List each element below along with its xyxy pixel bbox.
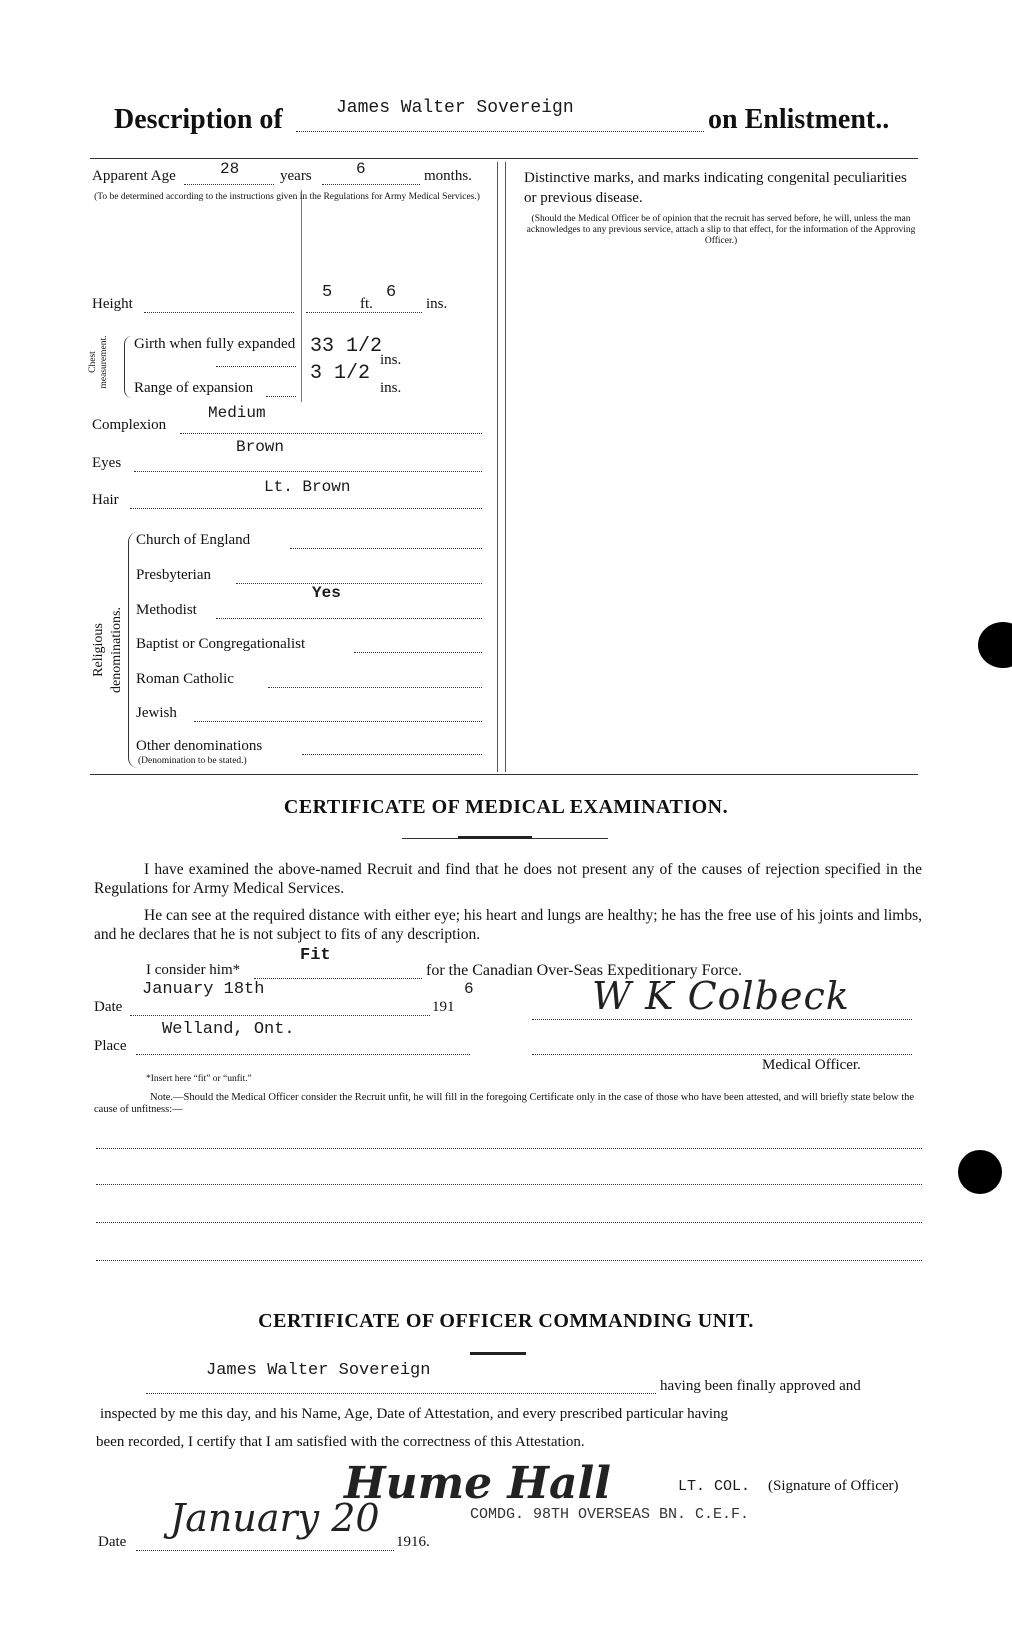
- height-value-line: [306, 312, 422, 313]
- marks-note: (Should the Medical Officer be of opinion that the recruit has served before, he will, unless the man acknowledges to any previous service, attach a slip to that effect, for the information of the Approving Officer.): [526, 214, 916, 246]
- commanding-name: James Walter Sovereign: [206, 1361, 431, 1380]
- religion-other-note: (Denomination to be stated.): [138, 756, 247, 766]
- consider-value: Fit: [300, 946, 331, 965]
- girth-line: [216, 366, 296, 367]
- header-name-line: [296, 131, 704, 132]
- height-in: 6: [386, 283, 397, 302]
- age-months-line: [322, 184, 420, 185]
- girth-ins-label: ins.: [380, 352, 402, 368]
- years-label: years: [280, 168, 312, 184]
- eyes-line: [134, 471, 482, 472]
- complexion-value: Medium: [208, 404, 266, 422]
- commanding-rank: LT. COL.: [678, 1478, 751, 1495]
- medical-officer-signature: W K Colbeck: [592, 974, 850, 1018]
- medical-title-rule-thick: [458, 836, 532, 839]
- unfit-line-2: [96, 1184, 922, 1185]
- commanding-signature-label: (Signature of Officer): [768, 1478, 899, 1494]
- medical-signature-line: [532, 1019, 912, 1020]
- commanding-line1-end: having been finally approved and: [660, 1378, 861, 1394]
- header-name: James Walter Sovereign: [336, 98, 574, 118]
- punch-hole-upper: [978, 622, 1012, 668]
- religion-jewish-line: [194, 721, 482, 722]
- girth-value: 33 1/2: [310, 335, 383, 358]
- consider-label: I consider him*: [146, 962, 241, 978]
- unfit-line-3: [96, 1222, 922, 1223]
- unfit-line-4: [96, 1260, 922, 1261]
- religion-other-label: Other denominations: [136, 738, 263, 754]
- value-column-divider: [301, 190, 302, 402]
- religion-methodist-label: Methodist: [136, 602, 197, 618]
- age-months: 6: [356, 160, 366, 178]
- height-label: Height: [92, 296, 133, 312]
- religion-roman-catholic-line: [268, 687, 482, 688]
- commanding-date-value: January 20: [170, 1496, 380, 1540]
- unfit-note: Note.—Should the Medical Officer consider the Recruit unfit, he will fill in the foregoing Certificate only in the case of those who have been attested, and will briefly state below the cause of unfitness:—: [94, 1092, 915, 1115]
- place-value: Welland, Ont.: [162, 1020, 295, 1039]
- complexion-label: Complexion: [92, 417, 167, 433]
- punch-hole-lower: [958, 1150, 1002, 1194]
- age-note: (To be determined according to the instructions given in the Regulations for Army Medical Services.): [94, 192, 480, 202]
- commanding-title: CERTIFICATE OF OFFICER COMMANDING UNIT.: [258, 1310, 754, 1332]
- column-divider-left: [497, 162, 498, 772]
- column-divider-right: [505, 162, 506, 772]
- religion-roman-catholic-label: Roman Catholic: [136, 671, 234, 687]
- header-rule: [90, 158, 918, 159]
- range-label: Range of expansion: [134, 380, 254, 396]
- medical-title: CERTIFICATE OF MEDICAL EXAMINATION.: [283, 796, 729, 818]
- complexion-line: [180, 433, 482, 434]
- hair-value: Lt. Brown: [264, 478, 351, 496]
- hair-label: Hair: [92, 492, 119, 508]
- medical-para2: He can see at the required distance with either eye; his heart and lungs are healthy; he has the free use of his joints and limbs, and he declares that he is not subject to fits of any description.: [94, 907, 922, 943]
- religion-presbyterian-line: [236, 583, 482, 584]
- hair-line: [130, 508, 482, 509]
- religion-church-of-england-label: Church of England: [136, 532, 251, 548]
- girth-label: Girth when fully expanded: [134, 336, 296, 352]
- commanding-date-line: [136, 1550, 394, 1551]
- eyes-value: Brown: [236, 438, 285, 456]
- religion-baptist-label: Baptist or Congregationalist: [136, 636, 306, 652]
- header-prefix: Description of: [114, 104, 283, 135]
- medical-para1: I have examined the above-named Recruit and find that he does not present any of the causes of rejection specified in the Regulations for Army Medical Services.: [94, 861, 922, 897]
- age-years: 28: [220, 160, 240, 178]
- height-line: [144, 312, 294, 313]
- height-ft: 5: [322, 283, 333, 302]
- place-line: [136, 1054, 470, 1055]
- religion-jewish-label: Jewish: [136, 705, 177, 721]
- unfit-line-1: [96, 1148, 922, 1149]
- chest-label: Chest measurement.: [88, 335, 109, 389]
- commanding-title-rule: [470, 1352, 526, 1355]
- religion-group-label: Religious denominations.: [91, 607, 124, 693]
- religion-church-of-england-line: [290, 548, 482, 549]
- medical-year-digit: 6: [464, 980, 474, 998]
- eyes-label: Eyes: [92, 455, 122, 471]
- place-label: Place: [94, 1038, 127, 1054]
- religion-methodist-line: [216, 618, 482, 619]
- medical-year-prefix: 191: [432, 999, 455, 1015]
- commanding-year: 1916.: [396, 1534, 430, 1550]
- header-suffix: on Enlistment..: [708, 104, 890, 135]
- months-label: months.: [424, 168, 472, 184]
- religion-methodist-value: Yes: [312, 584, 341, 602]
- officer-line: [532, 1054, 912, 1055]
- religion-other-line: [302, 754, 482, 755]
- religion-presbyterian-label: Presbyterian: [136, 567, 211, 583]
- section-rule: [90, 774, 918, 775]
- age-years-line: [184, 184, 274, 185]
- consider-line: [254, 978, 422, 979]
- commanding-line3: been recorded, I certify that I am satisfied with the correctness of this Attestation.: [96, 1434, 585, 1450]
- force-text: for the Canadian Over-Seas Expeditionary Force.: [426, 962, 743, 979]
- medical-date-label: Date: [94, 999, 123, 1015]
- range-value: 3 1/2: [310, 362, 371, 385]
- religion-baptist-line: [354, 652, 482, 653]
- apparent-age-label: Apparent Age: [92, 168, 176, 184]
- range-ins-label: ins.: [380, 380, 402, 396]
- range-line: [266, 396, 296, 397]
- commanding-line2: inspected by me this day, and his Name, Age, Date of Attestation, and every prescribed particular having: [100, 1406, 729, 1422]
- insert-note: *Insert here “fit” or “unfit.”: [146, 1074, 252, 1084]
- commanding-name-line: [146, 1393, 656, 1394]
- commanding-date-label: Date: [98, 1534, 127, 1550]
- ins-label: ins.: [426, 296, 448, 312]
- medical-officer-label: Medical Officer.: [762, 1057, 861, 1073]
- commanding-officer-signature: Hume Hall: [344, 1458, 611, 1509]
- commanding-stamp: COMDG. 98TH OVERSEAS BN. C.E.F.: [470, 1506, 750, 1523]
- marks-heading: Distinctive marks, and marks indicating congenital peculiarities or previous disease.: [524, 170, 907, 206]
- medical-date-line: [130, 1015, 430, 1016]
- medical-date-value: January 18th: [142, 980, 265, 999]
- ft-label: ft.: [360, 296, 373, 312]
